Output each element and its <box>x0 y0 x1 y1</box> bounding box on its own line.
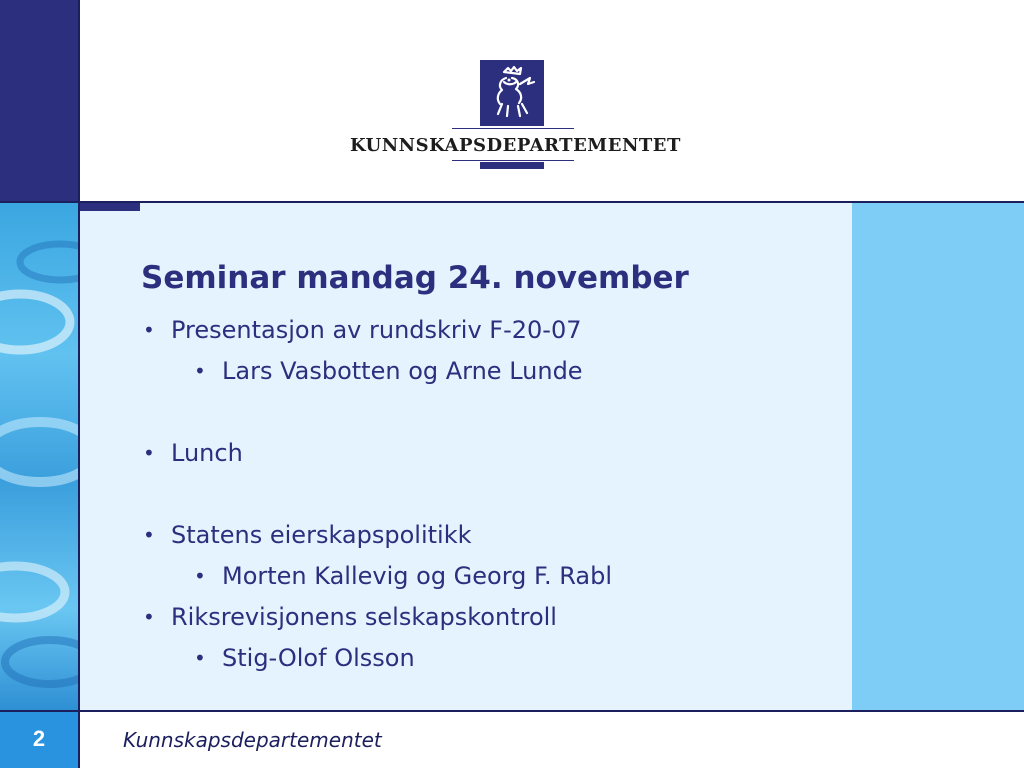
footer-organization: Kunnskapsdepartementet <box>123 728 382 752</box>
page-number: 2 <box>32 726 46 751</box>
agenda-item-text: Statens eierskapspolitikk <box>171 521 472 549</box>
agenda-item <box>141 599 841 640</box>
agenda-list <box>141 312 841 681</box>
agenda-item-text: Lunch <box>171 439 243 467</box>
agenda-subitem <box>141 558 841 599</box>
logo-rule-top <box>452 128 574 129</box>
left-decorative-strip <box>0 202 78 710</box>
footer-divider <box>0 710 1024 712</box>
slide-title: Seminar mandag 24. november <box>141 260 689 296</box>
bullet-dot-icon: • <box>194 359 206 383</box>
agenda-item-text: Morten Kallevig og Georg F. Rabl <box>222 562 612 590</box>
right-accent-panel <box>852 203 1024 710</box>
agenda-item <box>141 517 841 558</box>
coat-of-arms-shield <box>480 60 544 126</box>
lion-coat-of-arms-icon <box>480 60 544 126</box>
list-spacer <box>141 476 841 517</box>
left-brand-bar <box>0 0 78 202</box>
list-spacer <box>141 394 841 435</box>
content-accent-tab <box>80 203 140 211</box>
bullet-dot-icon: • <box>194 564 206 588</box>
agenda-subitem <box>141 353 841 394</box>
bullet-dot-icon: • <box>143 318 155 342</box>
bullet-dot-icon: • <box>143 605 155 629</box>
agenda-item-text: Lars Vasbotten og Arne Lunde <box>222 357 583 385</box>
logo-rule-bottom <box>452 160 574 161</box>
bullet-dot-icon: • <box>194 646 206 670</box>
agenda-item <box>141 435 841 476</box>
agenda-subitem <box>141 640 841 681</box>
ministry-logo <box>350 58 681 170</box>
agenda-item-text: Presentasjon av rundskriv F-20-07 <box>171 316 582 344</box>
agenda-item-text: Stig-Olof Olsson <box>222 644 415 672</box>
bullet-dot-icon: • <box>143 523 155 547</box>
logo-foot-bar <box>480 162 544 169</box>
logo-wordmark: KUNNSKAPSDEPARTEMENTET <box>350 135 681 156</box>
agenda-item-text: Riksrevisjonens selskapskontroll <box>171 603 557 631</box>
page-number-badge <box>0 712 78 768</box>
bullet-dot-icon: • <box>143 441 155 465</box>
agenda-item <box>141 312 841 353</box>
swirl-decoration-icon <box>0 202 78 710</box>
